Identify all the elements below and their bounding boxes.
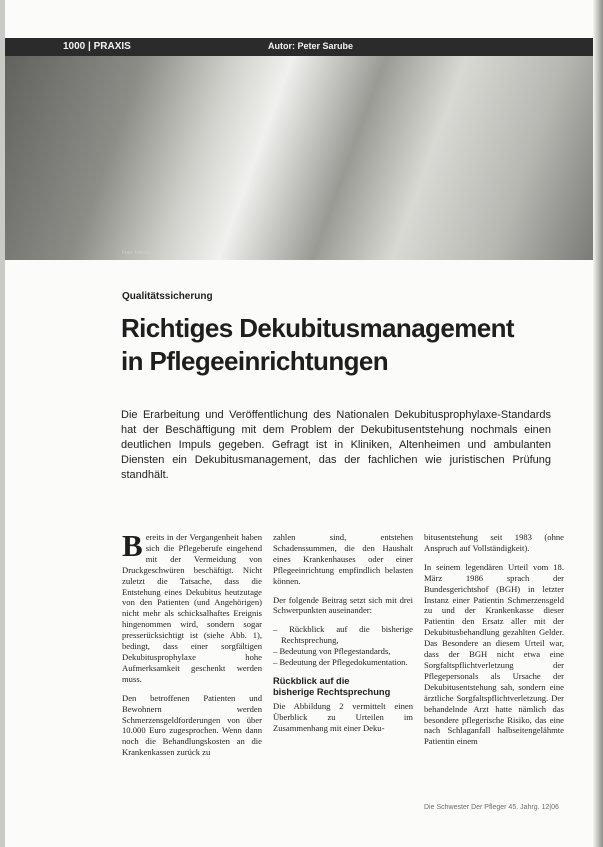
paragraph: In seinem legendären Urteil vom 18. März 1986 sprach der Bundesgerichtshof (BGH) in letzter Instanz einer Patientin Schmerzensgeld zu und der Krankenkasse dieser Patientin den Ersatz aller mit der Dekubitusbehandlung gezahlten Gelder. Das Besondere an diesem Urteil war, dass der BGH nicht etwa eine Sorgfaltspflichtverletzung der Pflegepersonals als Ursache der Dekubitusentstehung sah, sondern eine ärztliche Sorgfaltspflichtverletzung. Der behandelnde Arzt hatte nämlich das besondere pflegerische Risiko, das eine nach Schlaganfall halbseitengelähmte Patientin einem bbox=[424, 561, 564, 747]
topic-list bbox=[273, 624, 413, 668]
list-item: – Bedeutung von Pflegestandards, bbox=[273, 646, 413, 657]
list-item: – Rückblick auf die bisherige Rechtsprechung, bbox=[273, 624, 413, 646]
page-footer: Die Schwester Der Pfleger 45. Jahrg. 12|06 bbox=[424, 804, 559, 811]
title-line-2: in Pflegeeinrichtungen bbox=[121, 346, 389, 376]
page-right-edge bbox=[593, 0, 603, 847]
paragraph: Der folgende Beitrag setzt sich mit drei Schwerpunkten auseinander: bbox=[273, 594, 413, 616]
author-line: Autor: Peter Sarube bbox=[268, 41, 354, 51]
lead-paragraph: Die Erarbeitung und Veröffentlichung des Nationalen Dekubitusprophylaxe-Standards hat der Beschäftigung mit dem Problem der Dekubitusentstehung nochmals einen deutlichen Impuls gegeben. Gefragt ist in Kliniken, Altenheimen und ambulanten Diensten ein Dekubitusmanagement, das der fachlichen wie juristischen Prüfung standhält. bbox=[121, 409, 551, 481]
list-item: – Bedeutung der Pflegedokumentation. bbox=[273, 657, 413, 668]
paragraph: zahlen sind, entstehen Schadenssummen, die den Haushalt eines Krankenhauses oder einer Pflegeeinrichtung empfindlich belasten können. bbox=[273, 532, 413, 586]
article-title bbox=[121, 312, 561, 378]
title-line-1: Richtiges Dekubitusmanagement bbox=[121, 313, 514, 343]
header-bar bbox=[5, 38, 593, 56]
subheading bbox=[273, 676, 413, 698]
paragraph-text: ereits in der Vergangenheit haben sich die Pflegeberufe eingehend mit der Vermeidung von Druckgeschwüren beschäftigt. Nicht zuletzt die Tatsache, dass die Entstehung eines Dekubitus heutzutage von den Patienten (und Angehörigen) nicht mehr als schicksalhaftes Ereignis hingenommen wird, sondern sogar presserücksichtigt ist (siehe Abb. 1), bedingt, dass einer sorgfältigen Dekubitusprophylaxe hohe Aufmerksamkeit geschenkt werden muss. bbox=[122, 532, 262, 684]
subheading-line-2: bisherige Rechtsprechung bbox=[273, 686, 391, 697]
paragraph: Den betroffenen Patienten und Bewohnern werden Schmerzensgeldforderungen von über 10.000 Euro zugesprochen. Wenn dann noch die Behandlungskosten an die Krankenkassen zurück zu bbox=[122, 692, 262, 758]
section-tag: 1000 | PRAXIS bbox=[63, 41, 131, 52]
paragraph: bitusentstehung seit 1983 (ohne Anspruch auf Vollständigkeit). bbox=[424, 532, 564, 553]
body-column-2 bbox=[273, 532, 413, 742]
paragraph bbox=[122, 528, 262, 685]
paragraph: Die Abbildung 2 vermittelt einen Überblick zu Urteilen im Zusammenhang mit einer Deku- bbox=[273, 700, 413, 733]
subheading-line-1: Rückblick auf die bbox=[273, 675, 350, 686]
body-column-3 bbox=[424, 532, 564, 755]
header-photo bbox=[5, 38, 593, 260]
body-column-1 bbox=[122, 528, 262, 766]
drop-cap: B bbox=[122, 528, 143, 563]
photo-caption: Foto: Fotolia bbox=[122, 250, 150, 256]
section-label: Qualitätssicherung bbox=[122, 291, 213, 302]
